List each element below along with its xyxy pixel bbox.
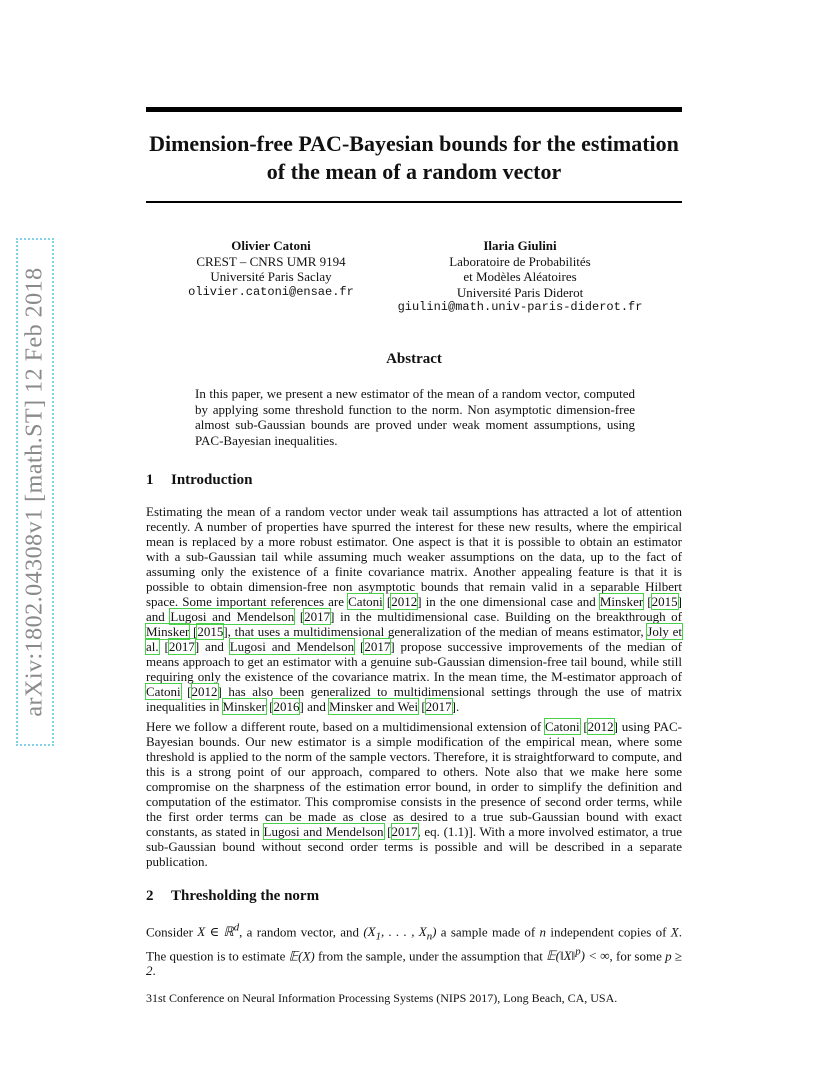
arxiv-id: arXiv:1802.04308v1 [math.ST] 12 Feb 2018	[21, 267, 48, 717]
author-affiliation: Université Paris Saclay	[210, 269, 332, 284]
section-title: Introduction	[171, 472, 253, 488]
abstract-text: In this paper, we present a new estimator of the mean of a random vector, computed by applying some threshold function to the norm. Non asymptotic dimension-free almost sub-Gaussian bounds are proved under weak moment assumptions, using PAC-Bayesian inequalities.	[195, 386, 635, 448]
citation-link[interactable]: Minsker	[222, 699, 266, 714]
intro-paragraph-1: Estimating the mean of a random vector under weak tail assumptions has attracted a lot of attention recently. A number of properties have spurred the interest for these new results, where the empirical mean is replaced by a more robust estimator. One aspect is that it is possible to obtain an estimator with a sub-Gaussian tail while assuming much weaker assumptions on the data, up to the fact of assuming only the existence of a finite covariance matrix. Another appealing feature is that it is possible to obtain dimension-free non asymptotic bounds that remain valid in a separable Hilbert space. Some important references are Catoni [2012] in the one dimensional case and Minsker [2015] and Lugosi and Mendelson [2017] in the multidimensional case. Building on the breakthrough of Minsker [2015], that uses a multidimensional generalization of the median of means estimator, Joly et al. [2017] and Lugosi and Mendelson [2017] propose successive improvements of the median of means approach to get an estimator with a genuine sub-Gaussian dimension-free tail bound, while still requiring only the existence of the covariance matrix. In the mean time, the M-estimator approach of Catoni [2012] has also been generalized to multidimensional settings through the use of matrix inequalities in Minsker [2016] and Minsker and Wei [2017].	[146, 504, 683, 714]
author-block-2	[392, 238, 648, 316]
conference-footnote: 31st Conference on Neural Information Processing Systems (NIPS 2017), Long Beach, CA, USA.	[146, 991, 618, 1005]
title-bottom-rule	[146, 201, 682, 203]
citation-link[interactable]: Lugosi and Mendelson	[170, 609, 295, 624]
citation-year-link[interactable]: 2017	[364, 639, 391, 654]
section-number: 1	[146, 472, 154, 488]
top-rule	[146, 107, 682, 112]
section-title: Thresholding the norm	[171, 888, 320, 904]
citation-link[interactable]: Minsker and Wei	[329, 699, 419, 714]
citation-link[interactable]: Joly et al.	[146, 624, 682, 654]
author-email: olivier.catoni@ensae.fr	[188, 284, 354, 299]
citation-year-link[interactable]: 2017	[304, 609, 331, 624]
section-heading-thresholding	[146, 888, 319, 905]
citation-year-link[interactable]: 2017	[425, 699, 452, 714]
math-inline: X	[670, 924, 679, 940]
author-name: Ilaria Giulini	[483, 238, 557, 253]
section2-paragraph-1: Consider X ∈ ℝ$^d$, a random vector, and ($X_1$, . . . , $X_n$) a sample made of n independent copies of X. The question is to estimate 𝔼(X) from the sample, under the assumption that 𝔼(‖X‖$^p$) < ∞, for some p ≥ 2.	[146, 922, 683, 979]
abstract-heading: Abstract	[386, 351, 442, 367]
author-affiliation: et Modèles Aléatoires	[463, 269, 577, 284]
citation-link[interactable]: Minsker	[599, 594, 644, 609]
author-affiliation: Laboratoire de Probabilités	[449, 253, 591, 269]
arxiv-stamp[interactable]	[16, 238, 54, 746]
author-affiliation: Université Paris Diderot	[456, 284, 584, 300]
citation-link[interactable]: Lugosi and Mendelson	[263, 824, 384, 839]
citation-year-link[interactable]: 2012	[587, 719, 614, 734]
paper-title: Dimension-free PAC-Bayesian bounds for the estimation of the mean of a random vector	[149, 131, 679, 184]
math-inline: 𝔼(X)	[288, 948, 315, 964]
citation-year-link[interactable]: 2015	[197, 624, 224, 639]
citation-year-link[interactable]: 2017	[391, 824, 418, 839]
citation-year-link[interactable]: 2016	[273, 699, 300, 714]
math-inline: 𝔼(‖X‖$^p$) < ∞	[546, 945, 610, 964]
math-inline: ($X_1$, . . . , $X_n$)	[363, 924, 437, 943]
citation-link[interactable]: Minsker	[146, 624, 190, 639]
citation-link[interactable]: Catoni	[348, 594, 383, 609]
citation-link[interactable]: Catoni	[544, 719, 580, 734]
citation-year-link[interactable]: 2012	[391, 594, 418, 609]
author-email: giulini@math.univ-paris-diderot.fr	[397, 300, 643, 314]
citation-year-link[interactable]: 2015	[651, 594, 678, 609]
section-heading-introduction	[146, 472, 252, 489]
citation-link[interactable]: Lugosi and Mendelson	[229, 639, 355, 654]
citation-year-link[interactable]: 2017	[168, 639, 195, 654]
citation-link[interactable]: Catoni	[146, 684, 181, 699]
math-inline: p ≥ 2	[146, 948, 683, 979]
section-number: 2	[146, 888, 154, 904]
author-affiliation: CREST – CNRS UMR 9194	[196, 253, 346, 269]
author-block-1	[168, 238, 374, 300]
citation-year-link[interactable]: 2012	[191, 684, 218, 699]
intro-paragraph-2: Here we follow a different route, based on a multidimensional extension of Catoni [2012] using PAC-Bayesian bounds. Our new estimator is a simple modification of the empirical mean, where some threshold is applied to the norm of the sample vectors. Therefore, it is straightforward to compute, and this is a strong point of our approach, compared to others. Note also that we make here some compromise on the sharpness of the estimation error bound, in order to simplify the definition and computation of the estimator. This compromise consists in the presence of second order terms, while the first order terms can be made as close as desired to a true sub-Gaussian bound with exact constants, as stated in Lugosi and Mendelson [2017, eq. (1.1)]. With a more involved estimator, a true sub-Gaussian bound without second order terms is possible and will be described in a separate publication.	[146, 719, 682, 869]
author-name: Olivier Catoni	[231, 238, 311, 253]
math-inline: n	[539, 924, 547, 940]
math-inline: X ∈ ℝ$^d$	[197, 922, 240, 940]
